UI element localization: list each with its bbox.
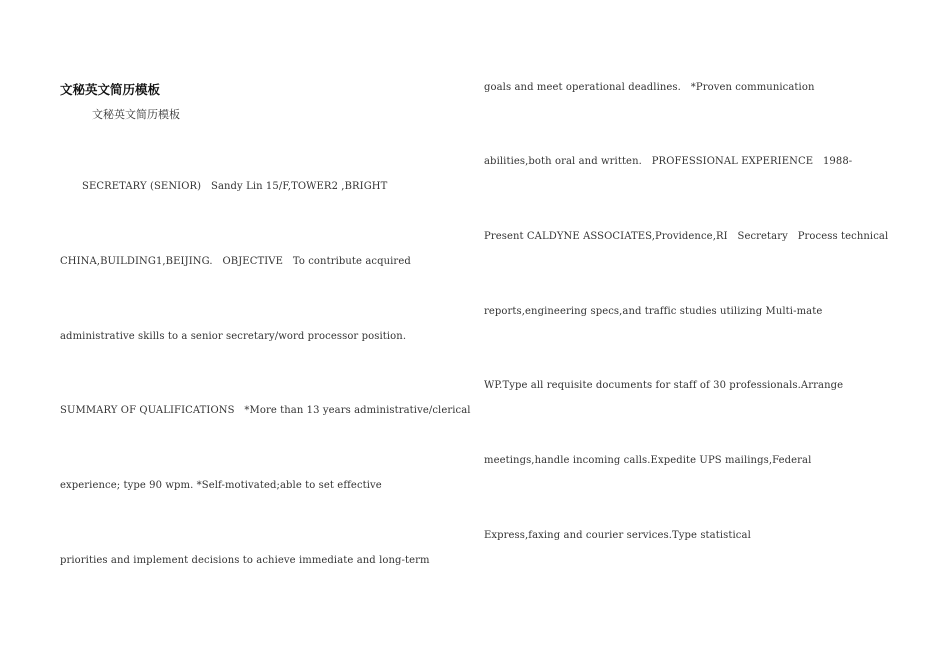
- document-title: 文秘英文简历模板: [60, 82, 161, 97]
- document-subtitle: 文秘英文简历模板: [92, 108, 180, 121]
- left-line-5: experience; type 90 wpm. *Self-motivated;able to set effective: [60, 480, 382, 491]
- left-line-1: SECRETARY (SENIOR) Sandy Lin 15/F,TOWER2 ,BRIGHT: [82, 181, 388, 192]
- right-line-5: WP.Type all requisite documents for staff of 30 professionals.Arrange: [484, 380, 844, 391]
- left-line-6: priorities and implement decisions to achieve immediate and long-term: [60, 555, 430, 566]
- left-line-4: SUMMARY OF QUALIFICATIONS *More than 13 years administrative/clerical: [60, 405, 471, 416]
- right-line-4: reports,engineering specs,and traffic studies utilizing Multi-mate: [484, 306, 823, 317]
- right-line-3: Present CALDYNE ASSOCIATES,Providence,RI Secretary Process technical: [484, 231, 889, 242]
- left-line-2: CHINA,BUILDING1,BEIJING. OBJECTIVE To contribute acquired: [60, 256, 411, 267]
- right-line-7: Express,faxing and courier services.Type statistical: [484, 530, 751, 541]
- right-line-1: goals and meet operational deadlines. *Proven communication: [484, 82, 815, 93]
- left-line-3: administrative skills to a senior secretary/word processor position.: [60, 331, 407, 342]
- right-line-2: abilities,both oral and written. PROFESSIONAL EXPERIENCE 1988-: [484, 156, 853, 167]
- right-line-6: meetings,handle incoming calls.Expedite UPS mailings,Federal: [484, 455, 812, 466]
